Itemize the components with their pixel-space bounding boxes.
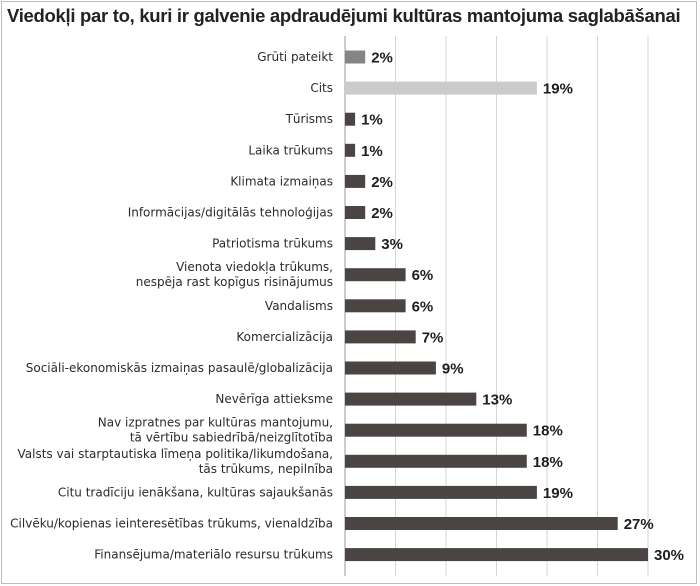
bar: [345, 517, 618, 530]
category-label: Finansējuma/materiālo resursu trūkums: [94, 547, 333, 562]
category-label: Cilvēku/kopienas ieinteresētības trūkums, vienaldzība: [10, 516, 333, 531]
category-label: Komercializācija: [236, 329, 333, 344]
value-label: 19%: [542, 80, 573, 98]
bar: [345, 424, 527, 437]
category-label: Patriotisma trūkums: [212, 236, 333, 251]
value-label: 2%: [371, 49, 393, 67]
category-label: Vienota viedokļa trūkums,: [176, 260, 333, 275]
category-label: Klimata izmaiņas: [230, 174, 333, 189]
category-label: Vandalisms: [264, 298, 333, 313]
value-label: 6%: [411, 298, 434, 316]
category-label: Grūti pateikt: [257, 50, 333, 64]
category-label: Cits: [310, 81, 333, 96]
value-label: 7%: [421, 329, 444, 347]
value-label: 18%: [532, 422, 563, 440]
category-label: Citu tradīciju ienākšana, kultūras sajaukšanās: [57, 485, 333, 500]
value-label: 3%: [381, 236, 403, 254]
value-label: 18%: [532, 453, 563, 471]
bar: [345, 175, 365, 188]
bar: [345, 455, 527, 468]
bar: [345, 51, 365, 64]
value-label: 2%: [371, 205, 393, 222]
chart-title: Viedokļi par to, kuri ir galvenie apdraudējumi kultūras mantojuma saglabāšanai: [7, 5, 681, 26]
category-label: tā vērtību sabiedrībā/neizglītotība: [129, 430, 333, 445]
bar: [345, 486, 537, 499]
category-label: Laika trūkums: [248, 143, 333, 158]
category-label: tās trūkums, nepilnība: [198, 461, 333, 476]
bar: [345, 206, 365, 219]
category-label: Sociāli-ekonomiskās izmaiņas pasaulē/globalizācija: [25, 361, 333, 375]
value-label: 9%: [441, 360, 464, 378]
bar: [345, 113, 355, 126]
bar: [345, 548, 648, 561]
category-label: Nav izpratnes par kultūras mantojumu,: [97, 415, 333, 430]
category-label: Tūrisms: [285, 112, 333, 127]
category-label: Informācijas/digitālās tehnoloģijas: [127, 205, 333, 220]
bar: [345, 299, 406, 312]
bar: [345, 268, 406, 281]
bar: [345, 393, 476, 406]
value-label: 30%: [654, 547, 685, 565]
value-label: 13%: [482, 391, 513, 409]
value-label: 2%: [371, 173, 393, 191]
bar: [345, 237, 375, 250]
bar: [345, 144, 355, 157]
value-label: 6%: [411, 267, 434, 285]
category-label: nespēja rast kopīgus risinājumus: [135, 275, 333, 290]
value-label: 1%: [361, 111, 383, 129]
category-label: Valsts vai starptautiska līmeņa politika/likumdošana,: [17, 446, 333, 461]
bar: [345, 330, 416, 343]
category-label: Nevērīga attieksme: [215, 392, 333, 407]
value-label: 19%: [542, 484, 573, 502]
value-label: 27%: [623, 516, 654, 533]
bar: [345, 362, 436, 375]
value-label: 1%: [361, 142, 383, 160]
bar: [345, 82, 537, 95]
